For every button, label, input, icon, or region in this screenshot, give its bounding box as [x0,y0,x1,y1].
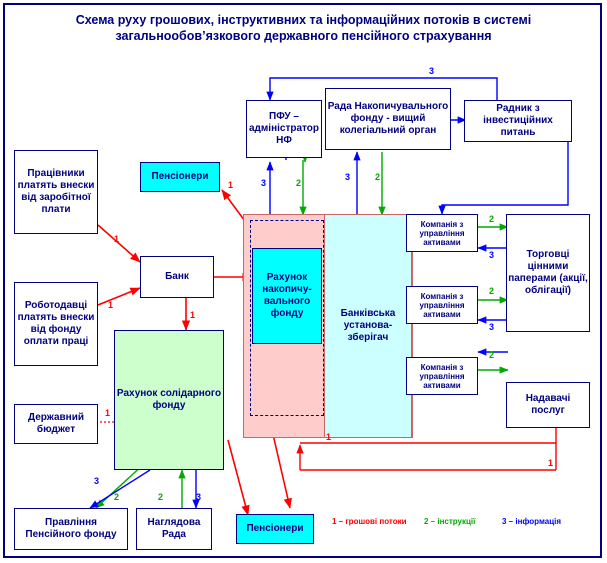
flow-label-3-supervisory: 3 [196,492,202,502]
flow-label-1-budget: 1 [105,408,111,418]
box-pensioners-bottom-label: Пенсіонери [246,523,304,534]
flow-label-1-bottom: 1 [326,432,332,442]
box-custodian-bank[interactable] [324,214,412,438]
box-council-label: Рада Накопичувального фонду - вищий колегіальний орган [327,101,449,136]
legend-money: 1 – грошові потоки [332,517,407,526]
box-providers-label: Надавачі послуг [525,393,571,416]
box-advisor-label: Радник з інвестиційних питань [483,103,553,138]
box-kua2-label: Компанія з управління активами [419,291,465,319]
box-workers[interactable] [14,150,98,234]
box-pensioners-top[interactable] [140,162,220,192]
flow-label-2-pfu: 2 [296,178,302,188]
box-pensioners-bottom[interactable] [236,514,314,544]
flow-label-1-bank-solid: 1 [190,310,196,320]
box-custodian-label: Банківська установа-зберігач [340,308,396,343]
flow-label-2-kua3: 2 [489,350,495,360]
box-kua3-label: Компанія з управління активами [419,362,465,390]
box-pfu-administrator[interactable] [246,100,322,158]
flow-label-2-kua1: 2 [489,214,495,224]
box-solidarity-account[interactable] [114,330,224,470]
legend-instructions: 2 – інструкції [424,517,476,526]
flow-label-3-rada: 3 [345,172,351,182]
box-kua1-label: Компанія з управління активами [419,219,465,247]
box-bank-label: Банк [165,271,189,282]
box-state-budget[interactable] [14,404,98,444]
flow-label-3-top: 3 [429,66,435,76]
box-bank[interactable] [140,256,214,298]
flow-label-1-pensioners-top: 1 [228,180,234,190]
box-workers-label: Працівники платять внески від заробітної плати [17,168,95,215]
flow-label-1-bottom2: 1 [548,458,554,468]
page-title: Схема руху грошових, інструктивних та інформаційних потоків в системі загальнообов’язкового державного пенсійного страхування [75,13,532,43]
box-asset-management-company-1[interactable] [406,214,478,252]
box-employers[interactable] [14,282,98,366]
box-asset-management-company-2[interactable] [406,286,478,324]
box-board-label: Правління Пенсійного фонду [25,517,117,540]
box-pensioners-top-label: Пенсіонери [151,171,209,182]
box-budget-label: Державний бюджет [27,412,85,435]
flow-label-3-kua2: 3 [489,322,495,332]
box-investment-advisor[interactable] [464,100,572,142]
flow-label-3-pfu: 3 [261,178,267,188]
flow-label-2-rada: 2 [375,172,381,182]
flow-label-2-supervisory: 2 [158,492,164,502]
flow-label-1-employers: 1 [108,300,114,310]
box-asset-management-company-3[interactable] [406,357,478,395]
box-traders-label: Торговці цінними паперами (акції, облігації) [508,249,588,296]
box-employers-label: Роботодавці платять внески від фонду оплати праці [17,300,95,347]
flow-label-3-kua1: 3 [489,250,495,260]
box-service-providers[interactable] [506,382,590,428]
box-pension-fund-board[interactable] [14,508,128,550]
box-supervisory-council[interactable] [136,508,212,550]
flow-label-2-kua2: 2 [489,286,495,296]
box-accumulation-account-label: Рахунок накопичу-вального фонду [262,272,312,319]
box-accumulation-fund-council[interactable] [325,88,451,150]
flow-label-1-workers: 1 [114,234,120,244]
box-pfu-label: ПФУ – адміністратор НФ [248,111,319,146]
box-solidarity-label: Рахунок солідарного фонду [116,388,222,411]
box-securities-traders[interactable] [506,214,590,332]
legend-information: 3 – інформація [502,517,562,526]
flow-label-2-board: 2 [114,492,120,502]
box-supervisory-label: Наглядова Рада [147,517,201,540]
box-accumulation-account[interactable] [252,248,322,344]
flow-label-3-board: 3 [94,476,100,486]
